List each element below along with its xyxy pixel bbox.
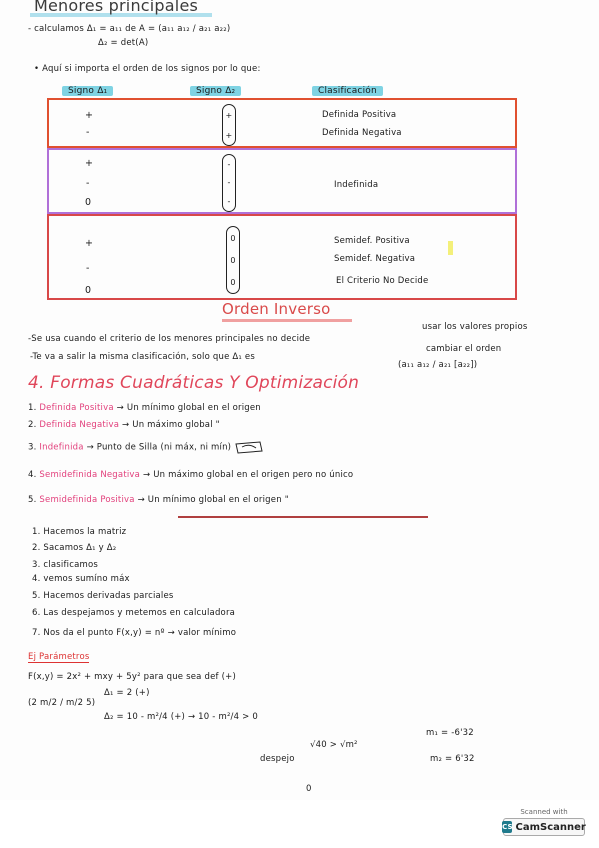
forma-name-4: Semidefinida Negativa [39,470,141,480]
box2-d2-2: - [227,197,231,207]
box-semidefinida [47,214,517,300]
camscanner-watermark [503,808,585,842]
box1-clas-1: Definida Negativa [322,128,402,138]
step-7: 7. Nos da el punto F(x,y) = nº → valor mínimo [32,628,237,638]
forma-rest-2: → Un máximo global " [122,420,220,430]
step-6: 6. Las despejamos y metemos en calculadora [32,608,236,618]
calc-line-1: - calculamos Δ₁ = a₁₁ de A = (a₁₁ a₁₂ / a₂₁ a₂₂) [28,24,231,34]
forma-item-1 [28,403,261,413]
box2-d1-0: + [85,158,94,169]
forma-num-3: 3. [28,442,37,453]
box1-clas-0: Definida Positiva [322,110,397,120]
ej-title: Ej Parámetros [28,652,90,662]
forma-name-2: Definida Negativa [39,420,120,430]
orden-option-1: usar los valores propios [422,322,528,332]
box1-d1-1: - [86,127,90,138]
box2-clas-0: Indefinida [334,180,379,190]
orden-matrix: (a₁₁ a₁₂ / a₂₁ [a₂₂]) [398,360,478,370]
ej-m2: m₂ = 6'32 [430,754,475,764]
box2-d1-1: - [86,178,90,189]
forma-num-2: 2. [28,420,37,430]
box3-d2-2: 0 [230,277,236,287]
orden-line-2: -Te va a salir la misma clasificación, solo que Δ₁ es [30,352,255,362]
formas-title: 4. Formas Cuadráticas Y Optimización [28,373,360,393]
step-4: 4. vemos sumíno máx [32,574,130,584]
camscanner-brand: CamScanner [515,821,586,833]
ej-m1: m₁ = -6'32 [426,728,474,738]
orden-underline [222,319,352,322]
camscanner-badge [503,818,585,836]
forma-num-1: 1. [28,403,37,413]
camscanner-logo-icon: CS [502,823,513,831]
divider-line [178,516,428,518]
box-definida [47,98,517,148]
forma-rest-5: → Un mínimo global en el origen " [137,495,289,505]
orden-line-1: -Se usa cuando el criterio de los menores principales no decide [28,334,311,344]
forma-item-2 [28,420,220,430]
forma-item-5 [28,495,289,505]
step-2: 2. Sacamos Δ₁ y Δ₂ [32,543,117,553]
box3-clas-1: Semidef. Negativa [334,254,416,264]
orden-option-2: cambiar el orden [426,344,502,354]
box3-clas-2: El Criterio No Decide [336,276,429,286]
box2-d2-0: - [227,159,231,169]
forma-item-4 [28,470,353,480]
box2-d2-1: - [227,178,231,188]
saddle-sketch-icon [234,440,264,454]
forma-name-3: Indefinida [39,442,84,453]
ej-function: F(x,y) = 2x² + mxy + 5y² para que sea def (+) [28,672,236,682]
ej-matrix: (2 m/2 / m/2 5) [28,698,96,708]
box3-d1-0: + [85,238,94,249]
section-title: Menores principales [34,0,199,15]
ej-delta2: Δ₂ = 10 - m²/4 (+) → 10 - m²/4 > 0 [104,712,258,722]
ej-sqrt: √40 > √m² [310,740,358,750]
box3-d2-pill [226,226,240,294]
scanned-with-text: Scanned with [520,808,568,816]
box2-d2-pill [222,154,236,212]
box-indefinida [47,148,517,214]
step-1: 1. Hacemos la matriz [32,527,127,537]
box2-d1-2: 0 [85,197,92,208]
forma-rest-3: → Punto de Silla (ni máx, ni mín) [86,442,232,453]
calc-line-2: Δ₂ = det(A) [98,38,149,48]
box1-d2-1: + [225,130,233,140]
box3-d1-2: 0 [85,285,92,296]
forma-name-5: Semidefinida Positiva [39,495,135,505]
box3-d1-1: - [86,263,90,274]
forma-rest-1: → Un mínimo global en el origen [116,403,261,413]
box1-d2-pill [222,104,236,146]
forma-num-5: 5. [28,495,37,505]
page-mark: 0 [306,784,312,794]
box1-d2-0: + [225,110,233,120]
box3-clas-0: Semidef. Positiva [334,236,410,246]
step-5: 5. Hacemos derivadas parciales [32,591,174,601]
ej-delta1: Δ₁ = 2 (+) [104,688,150,698]
box3-d2-1: 0 [230,255,236,265]
orden-title: Orden Inverso [222,300,331,318]
forma-name-1: Definida Positiva [39,403,114,413]
forma-item-3 [28,440,264,454]
yellow-mark [448,241,453,255]
forma-rest-4: → Un máximo global en el origen pero no único [142,470,354,480]
forma-num-4: 4. [28,470,37,480]
header-signo-d2: Signo Δ₂ [190,86,241,96]
aqui-line: • Aquí si importa el orden de los signos por lo que: [34,64,261,74]
header-signo-d1: Signo Δ₁ [62,86,113,96]
box3-d2-0: 0 [230,233,236,243]
box1-d1-0: + [85,110,94,121]
ej-despejo: despejo [260,754,295,764]
header-clasificacion: Clasificación [312,86,383,96]
step-3: 3. clasificamos [32,560,98,570]
